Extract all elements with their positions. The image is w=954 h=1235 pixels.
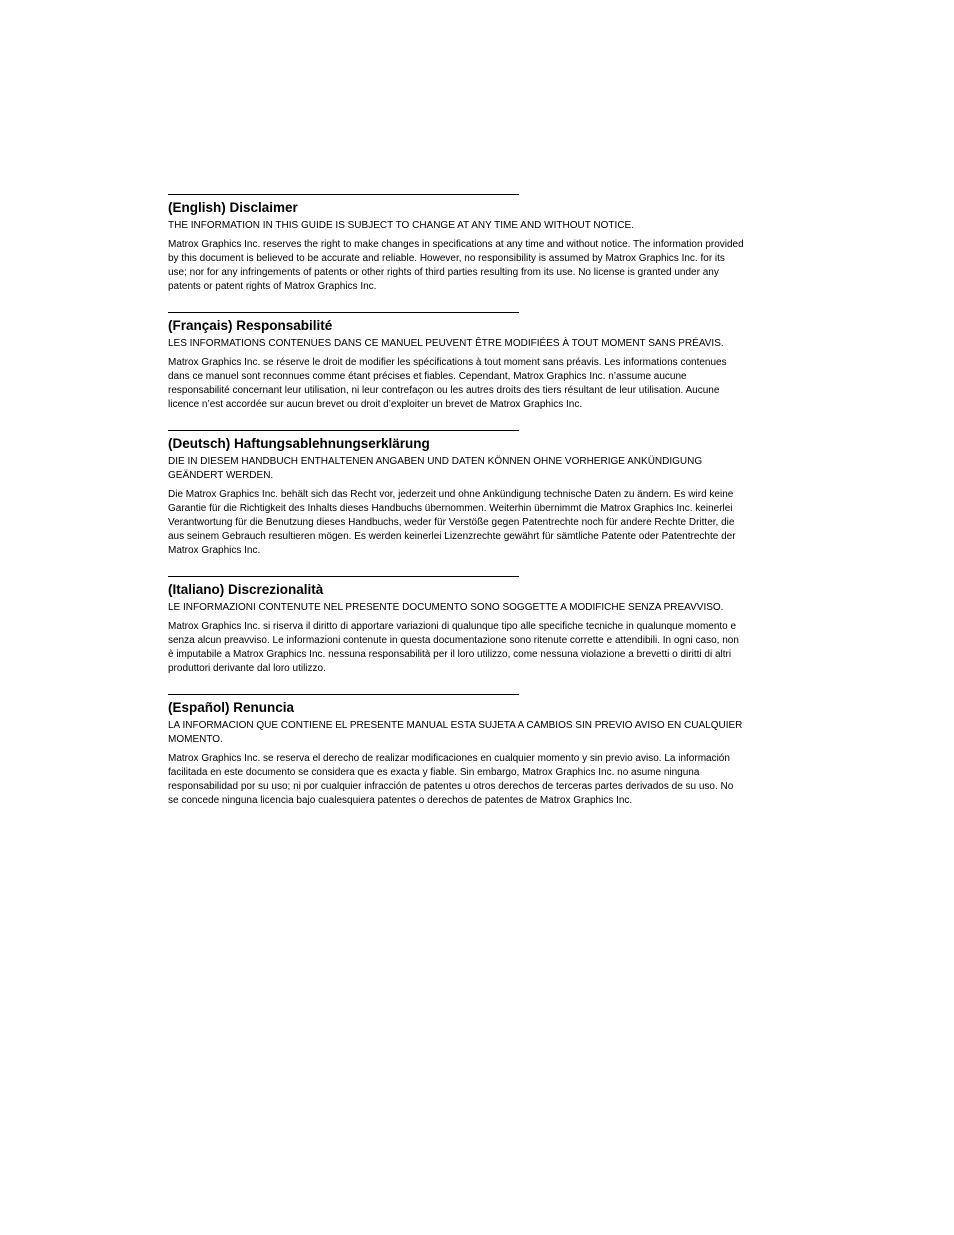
section-notice: LE INFORMAZIONI CONTENUTE NEL PRESENTE DOCUMENTO SONO SOGGETTE A MODIFICHE SENZA PREAVVISO. xyxy=(168,602,724,613)
section-heading: (Deutsch) Haftungsablehnungserklärung xyxy=(168,436,430,451)
section-divider xyxy=(168,312,519,313)
disclaimer-section-spanish xyxy=(168,694,744,808)
disclaimer-section-german xyxy=(168,430,744,558)
section-notice: LES INFORMATIONS CONTENUES DANS CE MANUEL PEUVENT ÊTRE MODIFIÉES À TOUT MOMENT SANS PRÉAVIS. xyxy=(168,338,724,349)
section-divider xyxy=(168,194,519,195)
disclaimer-section-french xyxy=(168,312,744,412)
section-body: Matrox Graphics Inc. si riserva il diritto di apportare variazioni di qualunque tipo alle specifiche tecniche in qualunque momento e senza alcun preavviso. Le informazioni contenute in questa documentazione sono ritenute corrette e attendibili. In ogni caso, non è imputabile a Matrox Graphics Inc. nessuna responsabilità per il loro utilizzo, come nessuna violazione a brevetti o diritti di altri produttori derivante dal loro utilizzo. xyxy=(168,621,739,674)
section-body: Matrox Graphics Inc. reserves the right to make changes in specifications at any time and without notice. The information provided by this document is believed to be accurate and reliable. However, no responsibility is assumed by Matrox Graphics Inc. for its use; nor for any infringements of patents or other rights of third parties resulting from its use. No license is granted under any patents or patent rights of Matrox Graphics Inc. xyxy=(168,239,744,292)
section-body: Matrox Graphics Inc. se reserva el derecho de realizar modificaciones en cualquier momento y sin previo aviso. La información facilitada en este documento se considera que es exacta y fiable. Sin embargo, Matrox Graphics Inc. no asume ninguna responsabilidad por su uso; ni por cualquier infracción de patentes u otros derechos de terceras partes derivados de su uso. No se concede ninguna licencia bajo cualesquiera patentes o derechos de patentes de Matrox Graphics Inc. xyxy=(168,753,734,806)
section-body: Die Matrox Graphics Inc. behält sich das Recht vor, jederzeit und ohne Ankündigung technische Daten zu ändern. Es wird keine Garantie für die Richtigkeit des Inhalts dieses Handbuchs übernommen. Weiterhin übernimmt die Matrox Graphics Inc. keinerlei Verantwortung für die Benutzung dieses Handbuchs, weder für Verstöße gegen Patentrechte noch für andere Rechte Dritter, die aus seinem Gebrauch resultieren mögen. Es werden keinerlei Lizenzrechte gewährt für sämtliche Patente oder Patentrechte der Matrox Graphics Inc. xyxy=(168,489,736,556)
section-notice: LA INFORMACION QUE CONTIENE EL PRESENTE MANUAL ESTA SUJETA A CAMBIOS SIN PREVIO AVISO EN CUALQUIER MOMENTO. xyxy=(168,720,743,745)
section-heading: (Français) Responsabilité xyxy=(168,318,333,333)
section-divider xyxy=(168,430,519,431)
section-heading: (Italiano) Discrezionalità xyxy=(168,582,324,597)
section-heading: (Español) Renuncia xyxy=(168,700,295,715)
section-divider xyxy=(168,694,519,695)
section-divider xyxy=(168,576,519,577)
disclaimer-page xyxy=(168,194,744,808)
disclaimer-section-italian xyxy=(168,576,744,676)
section-heading: (English) Disclaimer xyxy=(168,200,298,215)
disclaimer-section-english xyxy=(168,194,744,294)
section-notice: DIE IN DIESEM HANDBUCH ENTHALTENEN ANGABEN UND DATEN KÖNNEN OHNE VORHERIGE ANKÜNDIGUNG GEÄNDERT WERDEN. xyxy=(168,456,703,481)
section-body: Matrox Graphics Inc. se réserve le droit de modifier les spécifications à tout moment sans préavis. Les informations contenues dans ce manuel sont reconnues comme étant précises et fiables. Cependant, Matrox Graphics Inc. n’assume aucune responsabilité concernant leur utilisation, ni leur contrefaçon ou les autres droits des tiers résultant de leur utilisation. Aucune licence n’est accordée sur aucun brevet ou droit d’exploiter un brevet de Matrox Graphics Inc. xyxy=(168,357,727,410)
section-notice: THE INFORMATION IN THIS GUIDE IS SUBJECT TO CHANGE AT ANY TIME AND WITHOUT NOTICE. xyxy=(168,220,634,231)
